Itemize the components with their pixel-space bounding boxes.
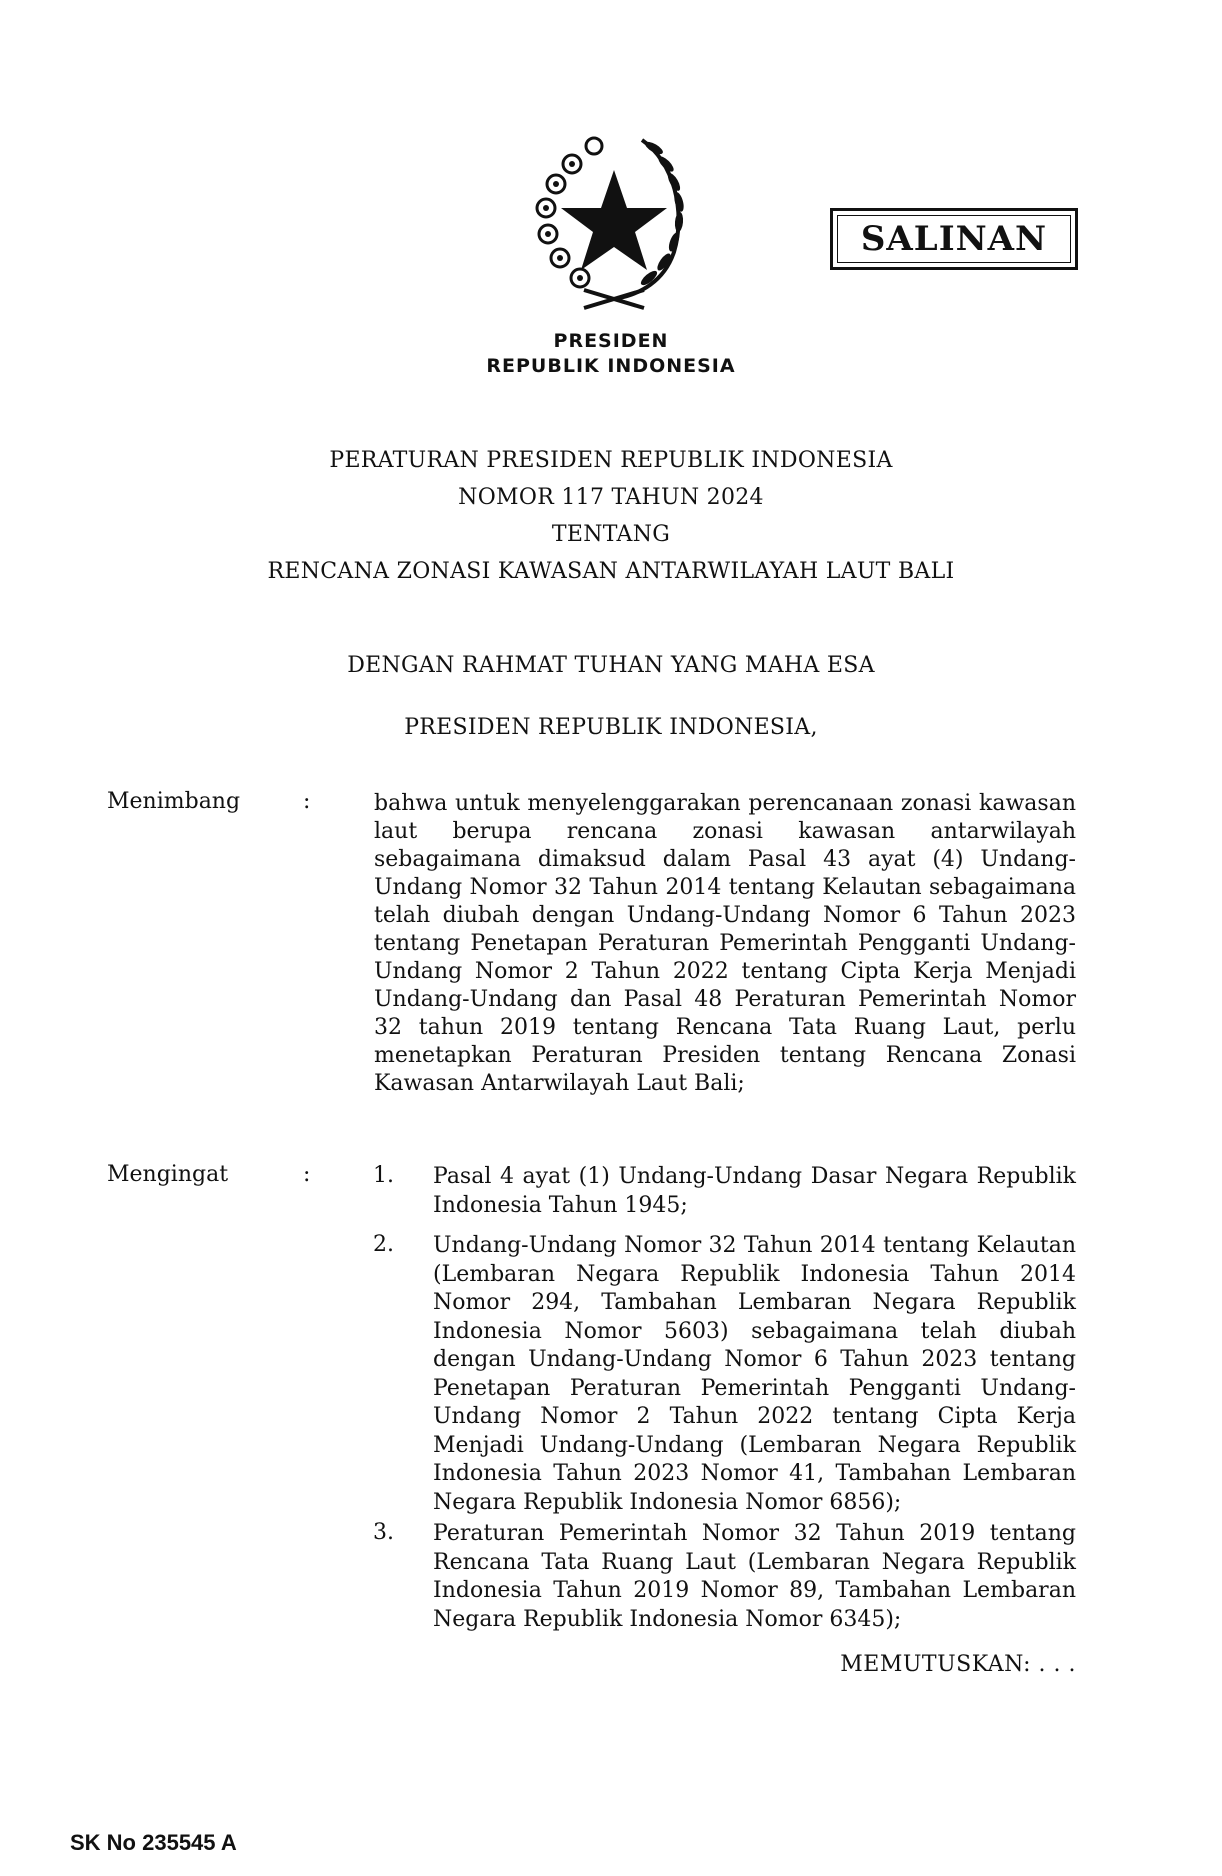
authority-line: PRESIDEN REPUBLIK INDONESIA, xyxy=(404,715,818,740)
menimbang-text: bahwa untuk menyelenggarakan perencanaan zonasi kawasan laut berupa rencana zonasi kawasan antarwilayah sebagaimana dimaksud dalam Pasal 43 ayat (4) Undang-Undang Nomor 32 Tahun 2014 tentang Kelautan sebagaimana telah diubah dengan Undang-Undang Nomor 6 Tahun 2023 tentang Penetapan Peraturan Pemerintah Pengganti Undang-Undang Nomor 2 Tahun 2022 tentang Cipta Kerja Menjadi Undang-Undang dan Pasal 48 Peraturan Pemerintah Nomor 32 tahun 2019 tentang Rencana Tata Ruang Laut, perlu menetapkan Peraturan Presiden tentang Rencana Zonasi Kawasan Antarwilayah Laut Bali; xyxy=(374,791,1076,1096)
menimbang-colon: : xyxy=(303,789,311,814)
salinan-stamp: SALINAN xyxy=(830,208,1078,270)
mengingat-item-number: 2. xyxy=(373,1232,394,1257)
mengingat-colon: : xyxy=(303,1162,311,1187)
issuer-line-presiden: PRESIDEN xyxy=(553,330,669,352)
mengingat-item-text: Undang-Undang Nomor 32 Tahun 2014 tentang Kelautan (Lembaran Negara Republik Indonesia Tahun 2014 Nomor 294, Tambahan Lembaran Negara Republik Indonesia Nomor 5603) sebagaimana telah diubah dengan Undang-Undang Nomor 6 Tahun 2023 tentang Penetapan Peraturan Pemerintah Pengganti Undang-Undang Nomor 2 Tahun 2022 tentang Cipta Kerja Menjadi Undang-Undang (Lembaran Negara Republik Indonesia Tahun 2023 Nomor 41, Tambahan Lembaran Negara Republik Indonesia Nomor 6856); xyxy=(433,1233,1076,1515)
regulation-about: TENTANG xyxy=(551,522,671,547)
issuer-line-republik: REPUBLIK INDONESIA xyxy=(486,355,736,377)
next-page-catchword: MEMUTUSKAN: . . . xyxy=(840,1652,1076,1677)
mengingat-item-text: Peraturan Pemerintah Nomor 32 Tahun 2019 tentang Rencana Tata Ruang Laut (Lembaran Negara Republik Indonesia Tahun 2019 Nomor 89, Tambahan Lembaran Negara Republik Indonesia Nomor 6345); xyxy=(433,1521,1076,1632)
invocation: DENGAN RAHMAT TUHAN YANG MAHA ESA xyxy=(347,653,875,678)
sk-number: SK No 235545 A xyxy=(70,1830,237,1855)
regulation-subject: RENCANA ZONASI KAWASAN ANTARWILAYAH LAUT BALI xyxy=(267,559,955,584)
mengingat-label: Mengingat xyxy=(107,1162,229,1187)
state-emblem-icon xyxy=(524,122,704,312)
mengingat-item-text: Pasal 4 ayat (1) Undang-Undang Dasar Negara Republik Indonesia Tahun 1945; xyxy=(433,1164,1076,1218)
regulation-title-line1: PERATURAN PRESIDEN REPUBLIK INDONESIA xyxy=(329,448,893,473)
regulation-number: NOMOR 117 TAHUN 2024 xyxy=(458,485,764,510)
menimbang-label: Menimbang xyxy=(107,789,241,814)
mengingat-item-number: 1. xyxy=(373,1163,394,1188)
mengingat-item-number: 3. xyxy=(373,1520,394,1545)
